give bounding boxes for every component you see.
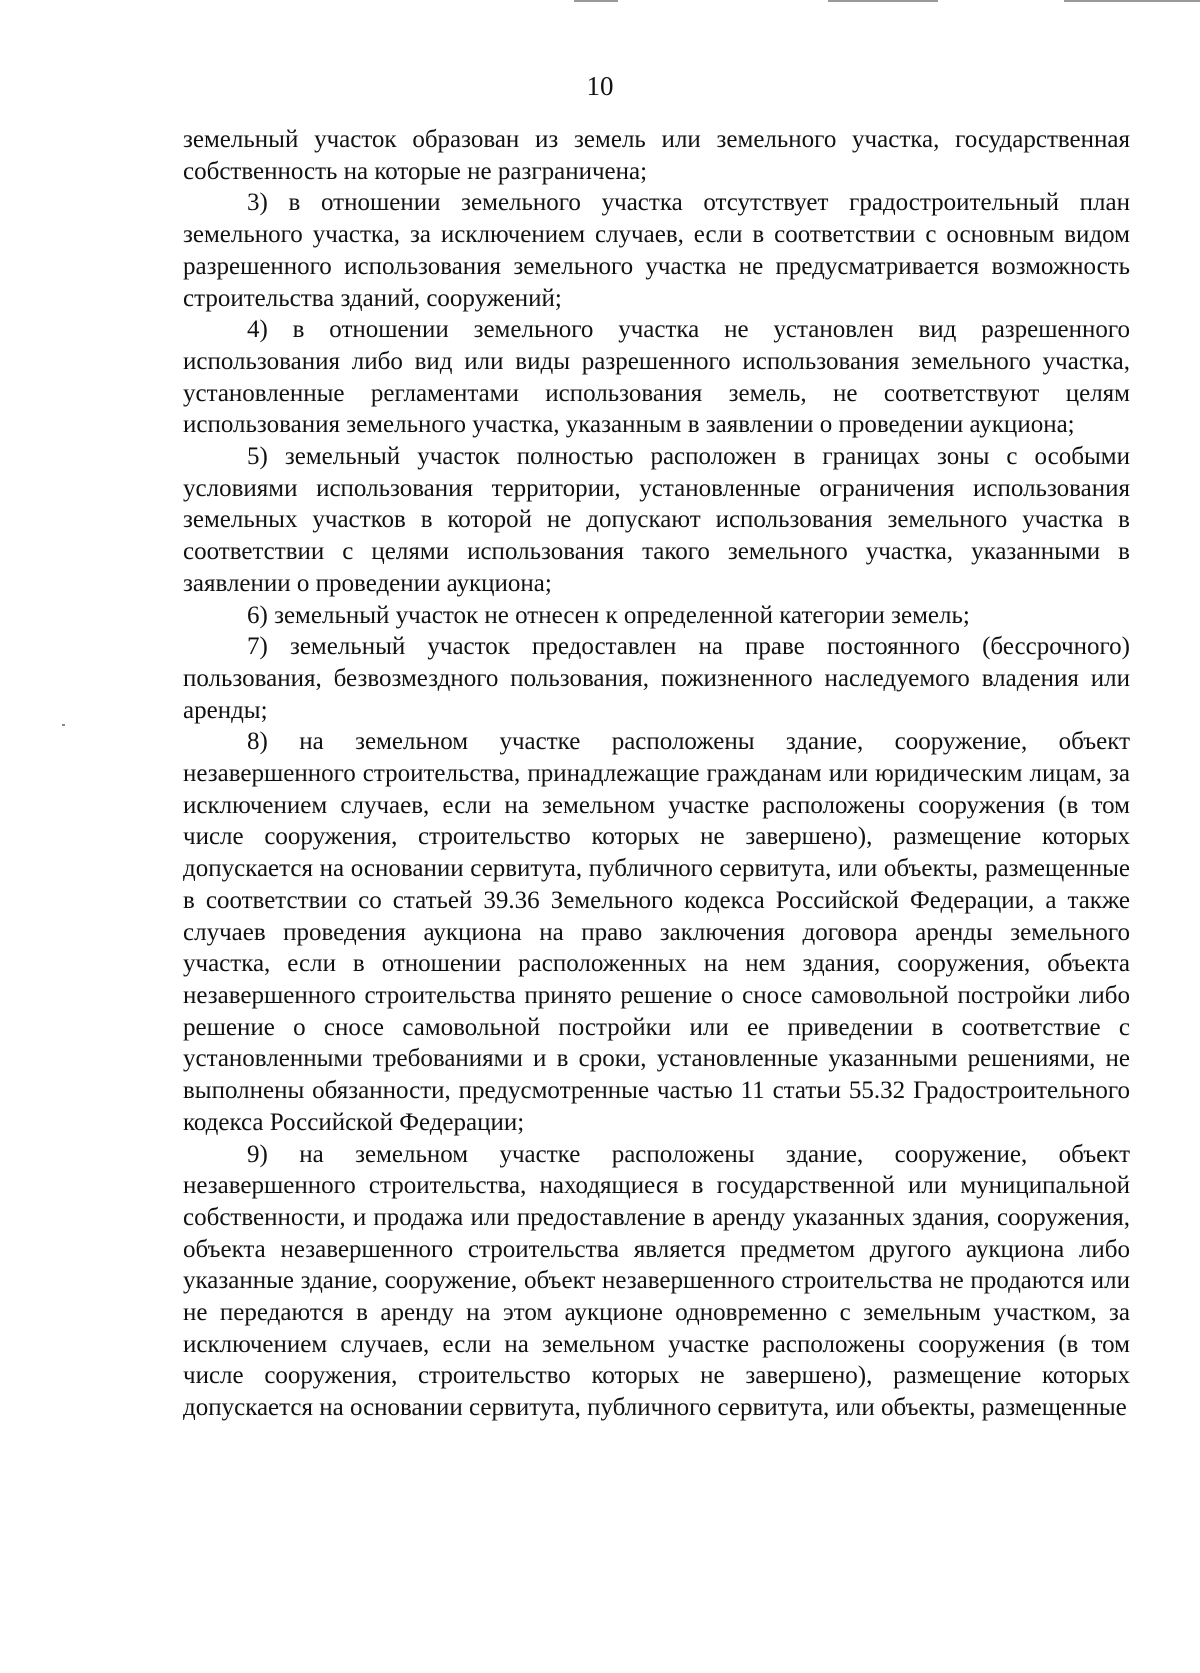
- page-number: 10: [586, 71, 614, 101]
- paragraph-continuation: земельный участок образован из земель или земельного участка, государственная собственность на которые не разграничена;: [183, 126, 1130, 185]
- paragraph-item-7: 7) земельный участок предоставлен на праве постоянного (бессрочного) пользования, безвозмездного пользования, пожизненного наследуемого владения или аренды;: [183, 633, 1130, 724]
- paragraph-item-8: 8) на земельном участке расположены здание, сооружение, объект незавершенного строительства, принадлежащие гражданам или юридическим лицам, за исключением случаев, если на земельном участке расположены сооружения (в том числе сооружения, строительство которых не завершено), размещение которых допускается на основании сервитута, публичного сервитута, или объекты, размещенные в соответствии со статьей 39.36 Земельного кодекса Российской Федерации, а также случаев проведения аукциона на право заключения договора аренды земельного участка, если в отношении расположенных на нем здания, сооружения, объекта незавершенного строительства принято решение о сносе самовольной постройки либо решение о сносе самовольной постройки или ее приведении в соответствие с установленными требованиями и в сроки, установленные указанными решениями, не выполнены обязанности, предусмотренные частью 11 статьи 55.32 Градостроительного кодекса Российской Федерации;: [183, 728, 1130, 1136]
- paragraph-item-5: 5) земельный участок полностью расположен в границах зоны с особыми условиями использования территории, установленные ограничения использования земельных участков в которой не допускают использования земельного участка в соответствии с целями использования такого земельного участка, указанными в заявлении о проведении аукциона;: [183, 443, 1130, 597]
- paragraph-item-3: 3) в отношении земельного участка отсутствует градостроительный план земельного участка, за исключением случаев, если в соответствии с основным видом разрешенного использования земельного участка не предусматривается возможность строительства зданий, сооружений;: [183, 189, 1130, 312]
- paragraph-item-4: 4) в отношении земельного участка не установлен вид разрешенного использования либо вид или виды разрешенного использования земельного участка, установленные регламентами использования земель, не соответствуют целям использования земельного участка, указанным в заявлении о проведении аукциона;: [183, 316, 1130, 439]
- scan-rule-top-right: [1064, 0, 1200, 2]
- document-body: [183, 124, 1130, 1424]
- scan-margin-mark: [62, 724, 65, 726]
- scan-rule-top-middle: [828, 0, 938, 2]
- paragraph-item-6: 6) земельный участок не отнесен к определенной категории земель;: [247, 601, 970, 629]
- scan-rule-top-left: [574, 0, 618, 2]
- paragraph-item-9: 9) на земельном участке расположены здание, сооружение, объект незавершенного строительства, находящиеся в государственной или муниципальной собственности, и продажа или предоставление в аренду указанных здания, сооружения, объекта незавершенного строительства является предметом другого аукциона либо указанные здание, сооружение, объект незавершенного строительства не продаются или не передаются в аренду на этом аукционе одновременно с земельным участком, за исключением случаев, если на земельном участке расположены сооружения (в том числе сооружения, строительство которых не завершено), размещение которых допускается на основании сервитута, публичного сервитута, или объекты, размещенные: [183, 1140, 1130, 1422]
